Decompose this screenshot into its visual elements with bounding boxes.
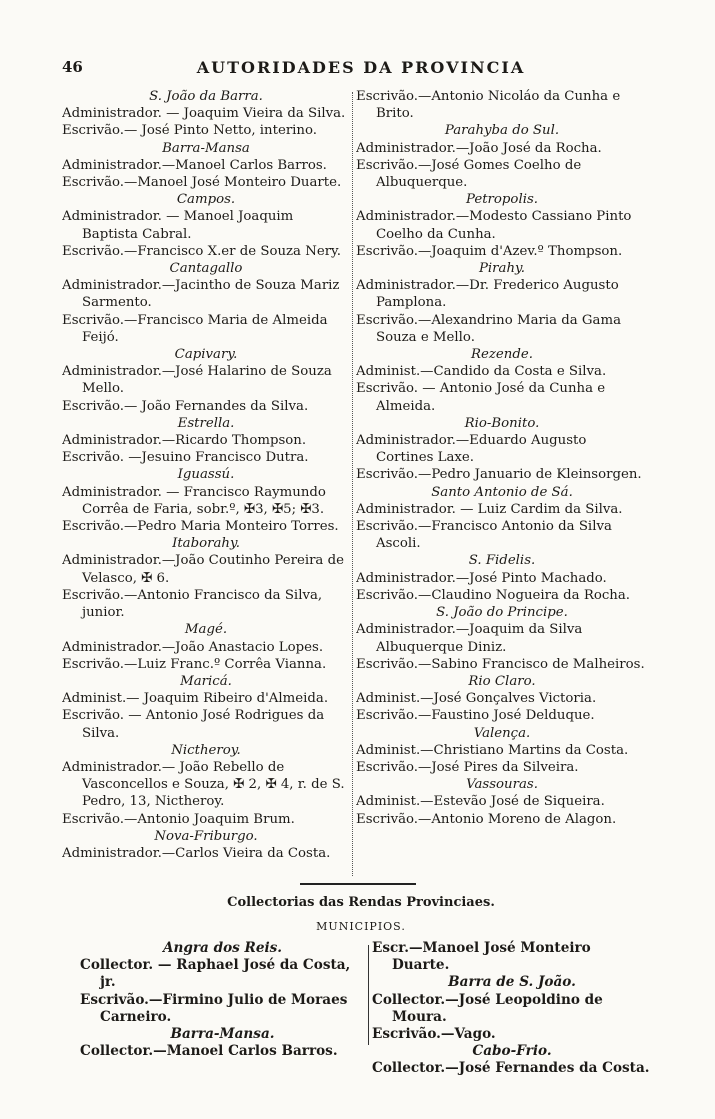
- official-entry: Administrador.—José Halarino de Souza Mello.: [62, 364, 332, 397]
- official-entry: Administrador.—Manoel Carlos Barros.: [62, 157, 327, 173]
- municipality-heading: S. Fidelis.: [468, 553, 536, 569]
- official-entry: Escrivão.—Faustino José Delduque.: [356, 708, 595, 724]
- official-entry: Escrivão.—José Pires da Silveira.: [356, 759, 579, 775]
- official-entry: Administrador.—Eduardo Augusto Cortines Laxe.: [356, 433, 587, 466]
- official-entry: Escrivão.—Antonio Nicoláo da Cunha e Brito.: [356, 89, 621, 122]
- municipality-heading: Angra dos Reis.: [162, 940, 283, 956]
- municipality-heading: Rio-Bonito.: [464, 415, 540, 431]
- municipality-heading: Rezende.: [471, 347, 533, 363]
- official-entry: Collector. — Raphael José da Costa, jr.: [80, 957, 351, 991]
- official-entry: Administrador.— João Rebello de Vasconcellos e Souza, ✠ 2, ✠ 4, r. de S. Pedro, 13, Nictheroy.: [62, 759, 345, 810]
- municipality-heading: Barra de S. João.: [448, 974, 576, 991]
- official-entry: Escrivão.—Francisco Antonio da Silva Ascoli.: [356, 519, 612, 552]
- municipality-heading: Pirahy.: [478, 261, 526, 277]
- official-entry: Administrador.—João Coutinho Pereira de Velasco, ✠ 6.: [62, 553, 344, 586]
- official-entry: Administ.— Joaquim Ribeiro d'Almeida.: [62, 691, 329, 707]
- municipality-heading: Valença.: [473, 725, 531, 741]
- collectorias-left-column: [80, 940, 365, 1060]
- page-header: [62, 58, 660, 82]
- municipality-heading: Parahyba do Sul.: [444, 123, 560, 139]
- official-entry: Administ.—Candido da Costa e Silva.: [356, 364, 607, 380]
- official-entry: Administrador.—Jacintho de Souza Mariz Sarmento.: [62, 278, 340, 311]
- official-entry: Administrador.—João Anastacio Lopes.: [62, 639, 324, 655]
- municipality-heading: Cabo-Frio.: [472, 1043, 552, 1060]
- official-entry: Escrivão. — Antonio José da Cunha e Almeida.: [356, 381, 606, 414]
- right-column: [356, 88, 648, 828]
- official-entry: Administrador.—Ricardo Thompson.: [62, 433, 307, 449]
- section-subtitle: MUNICIPIOS.: [316, 920, 406, 933]
- column-divider: [352, 92, 353, 876]
- official-entry: Escrivão.—Antonio Joaquim Brum.: [62, 811, 295, 827]
- municipality-heading: Campos.: [176, 192, 236, 208]
- municipality-heading: Capivary.: [174, 347, 238, 363]
- municipality-heading: Barra-Mansa: [162, 140, 250, 156]
- municipality-heading: Estrella.: [177, 415, 235, 431]
- municipality-heading: Cantagallo: [169, 261, 243, 277]
- page-title: AUTORIDADES DA PROVINCIA: [196, 58, 526, 77]
- municipality-heading: S. João da Barra.: [149, 89, 263, 104]
- official-entry: Administ.—José Gonçalves Victoria.: [356, 691, 597, 707]
- municipality-heading: Santo Antonio de Sá.: [431, 484, 573, 500]
- official-entry: Escrivão.—Pedro Maria Monteiro Torres.: [62, 519, 339, 535]
- municipality-heading: Barra-Mansa.: [170, 1026, 275, 1043]
- official-entry: Administ.—Estevão José de Siqueira.: [356, 794, 605, 810]
- official-entry: Escrivão.—Francisco X.er de Souza Nery.: [62, 243, 342, 259]
- municipality-heading: Petropolis.: [466, 192, 538, 208]
- official-entry: Administrador.—Dr. Frederico Augusto Pamplona.: [356, 278, 619, 311]
- official-entry: Collector.—Manoel Carlos Barros.: [80, 1043, 338, 1060]
- municipality-heading: Rio Claro.: [468, 673, 536, 689]
- official-entry: Escr.—Manoel José Monteiro Duarte.: [372, 940, 591, 974]
- official-entry: Escrivão.— João Fernandes da Silva.: [62, 398, 309, 414]
- municipality-heading: S. João do Principe.: [436, 605, 568, 621]
- municipality-heading: Nictheroy.: [171, 742, 241, 758]
- official-entry: Escrivão.—Claudino Nogueira da Rocha.: [356, 587, 630, 603]
- left-column: [62, 88, 350, 862]
- official-entry: Escrivão.—Alexandrino Maria da Gama Souza e Mello.: [356, 312, 622, 345]
- municipality-heading: Nova-Friburgo.: [154, 828, 258, 844]
- municipality-heading: Itaborahy.: [172, 536, 240, 552]
- official-entry: Administrador.—João José da Rocha.: [356, 140, 602, 156]
- section-title: Collectorias das Rendas Provinciaes.: [227, 895, 495, 910]
- official-entry: Escrivão.—Antonio Francisco da Silva, junior.: [62, 587, 323, 621]
- official-entry: Collector.—José Fernandes da Costa.: [372, 1060, 650, 1077]
- official-entry: Escrivão.—José Gomes Coelho de Albuquerque.: [356, 157, 582, 191]
- official-entry: Escrivão.—Antonio Moreno de Alagon.: [356, 811, 617, 827]
- official-entry: Escrivão.—Sabino Francisco de Malheiros.: [356, 656, 645, 672]
- municipality-heading: Maricá.: [180, 673, 232, 689]
- official-entry: Administrador. — Francisco Raymundo Corrêa de Faria, sobr.º, ✠3, ✠5; ✠3.: [62, 484, 326, 517]
- official-entry: Administrador.—José Pinto Machado.: [356, 570, 607, 586]
- official-entry: Administrador. — Joaquim Vieira da Silva.: [62, 106, 346, 122]
- section-rule: [300, 883, 416, 885]
- official-entry: Escrivão.—Manoel José Monteiro Duarte.: [62, 175, 342, 191]
- municipality-heading: Vassouras.: [466, 777, 538, 793]
- collectorias-right-column: [372, 940, 652, 1078]
- official-entry: Escrivão.—Vago.: [372, 1026, 496, 1043]
- official-entry: Escrivão.—Joaquim d'Azev.º Thompson.: [356, 243, 623, 259]
- official-entry: Administrador.—Carlos Vieira da Costa.: [62, 845, 331, 861]
- official-entry: Escrivão.—Francisco Maria de Almeida Feijó.: [62, 312, 328, 345]
- official-entry: Escrivão.— José Pinto Netto, interino.: [62, 123, 317, 139]
- official-entry: Administrador.—Joaquim da Silva Albuquerque Diniz.: [356, 622, 583, 655]
- municipality-heading: Magé.: [184, 622, 228, 638]
- official-entry: Administrador.—Modesto Cassiano Pinto Coelho da Cunha.: [356, 209, 632, 242]
- column-divider-2: [368, 945, 369, 1045]
- page-number: 46: [62, 58, 83, 76]
- official-entry: Escrivão.—Pedro Januario de Kleinsorgen.: [356, 467, 642, 483]
- official-entry: Escrivão. —Jesuino Francisco Dutra.: [62, 450, 309, 466]
- official-entry: Administrador. — Luiz Cardim da Silva.: [356, 501, 623, 517]
- official-entry: Escrivão.—Firmino Julio de Moraes Carneiro.: [80, 991, 348, 1025]
- municipality-heading: Iguassú.: [177, 467, 235, 483]
- official-entry: Escrivão. — Antonio José Rodrigues da Silva.: [62, 708, 325, 741]
- official-entry: Escrivão.—Luiz Franc.º Corrêa Vianna.: [62, 656, 327, 672]
- official-entry: Administrador. — Manoel Joaquim Baptista Cabral.: [62, 209, 294, 242]
- official-entry: Collector.—José Leopoldino de Moura.: [372, 991, 603, 1025]
- official-entry: Administ.—Christiano Martins da Costa.: [356, 742, 629, 758]
